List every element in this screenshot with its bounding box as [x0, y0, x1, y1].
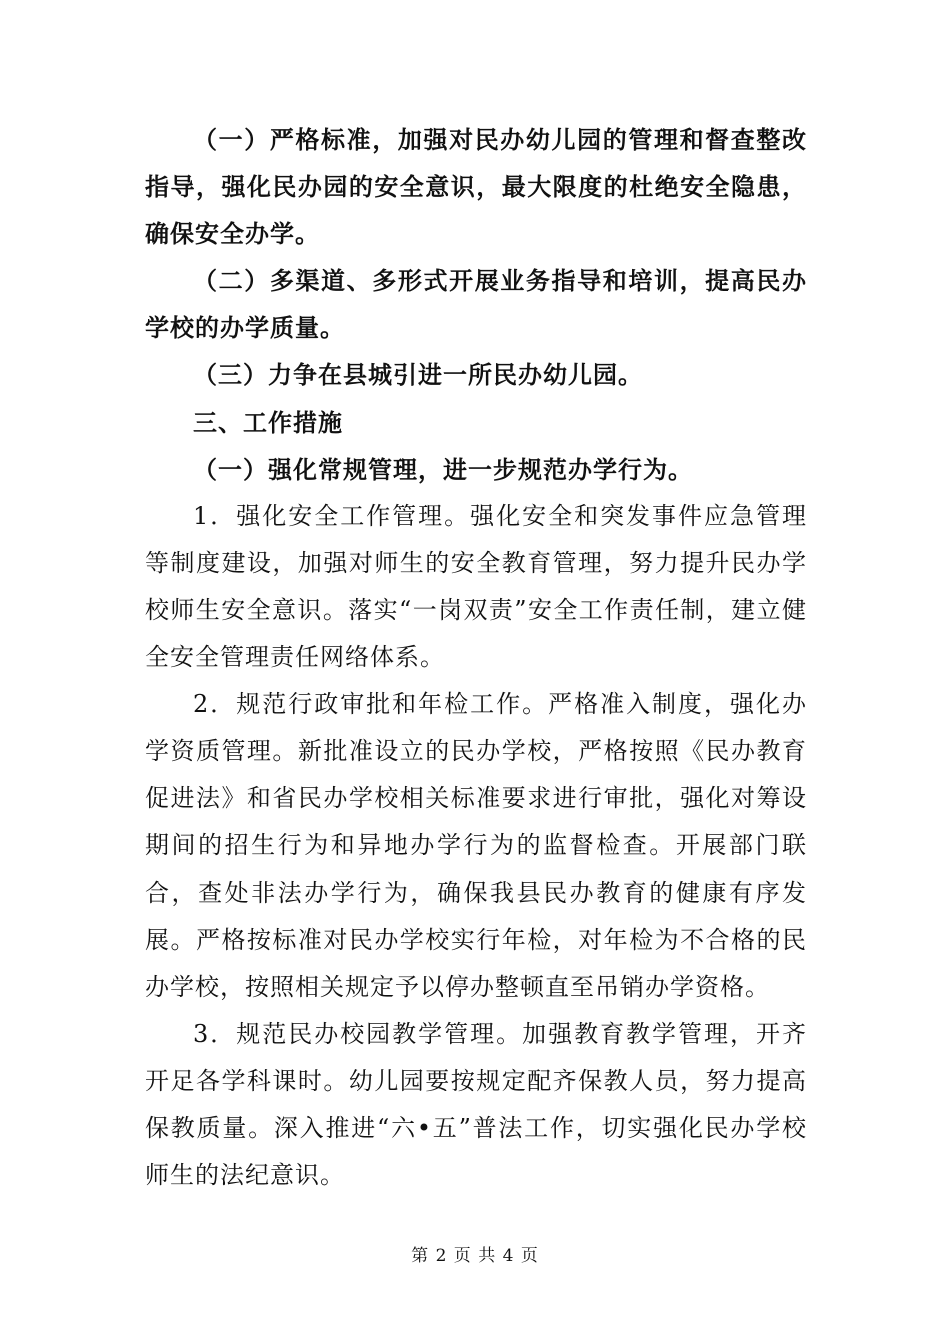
- paragraph-goal-3: （三）力争在县城引进一所民办幼儿园。: [193, 360, 643, 390]
- paragraph-goal-2: （二）多渠道、多形式开展业务指导和培训，提高民办学校的办学质量。: [145, 266, 807, 343]
- section-heading-measures: 三、工作措施: [193, 407, 343, 437]
- paragraph-teaching-management: 3．规范民办校园教学管理。加强教育教学管理，开齐开足各学科课时。幼儿园要按规定配齐保教人员，努力提高保教质量。深入推进“六•五”普法工作，切实强化民办学校师生的法纪意识。: [145, 1019, 807, 1190]
- subsection-heading-routine-management: （一）强化常规管理，进一步规范办学行为。: [193, 454, 693, 484]
- paragraph-approval-inspection: 2．规范行政审批和年检工作。严格准入制度，强化办学资质管理。新批准设立的民办学校，严格按照《民办教育促进法》和省民办学校相关标准要求进行审批，强化对筹设期间的招生行为和异地办学行为的监督检查。开展部门联合，查处非法办学行为，确保我县民办教育的健康有序发展。严格按标准对民办学校实行年检，对年检为不合格的民办学校，按照相关规定予以停办整顿直至吊销办学资格。: [145, 690, 807, 1001]
- paragraph-goal-1: （一）严格标准，加强对民办幼儿园的管理和督查整改指导，强化民办园的安全意识，最大限度的杜绝安全隐患，确保安全办学。: [145, 125, 807, 249]
- page-footer: 第 2 页 共 4 页: [411, 1246, 539, 1266]
- document-body: [145, 116, 807, 1199]
- paragraph-safety-management: 1．强化安全工作管理。强化安全和突发事件应急管理等制度建设，加强对师生的安全教育管理，努力提升民办学校师生安全意识。落实“一岗双责”安全工作责任制，建立健全安全管理责任网络体系。: [145, 501, 807, 672]
